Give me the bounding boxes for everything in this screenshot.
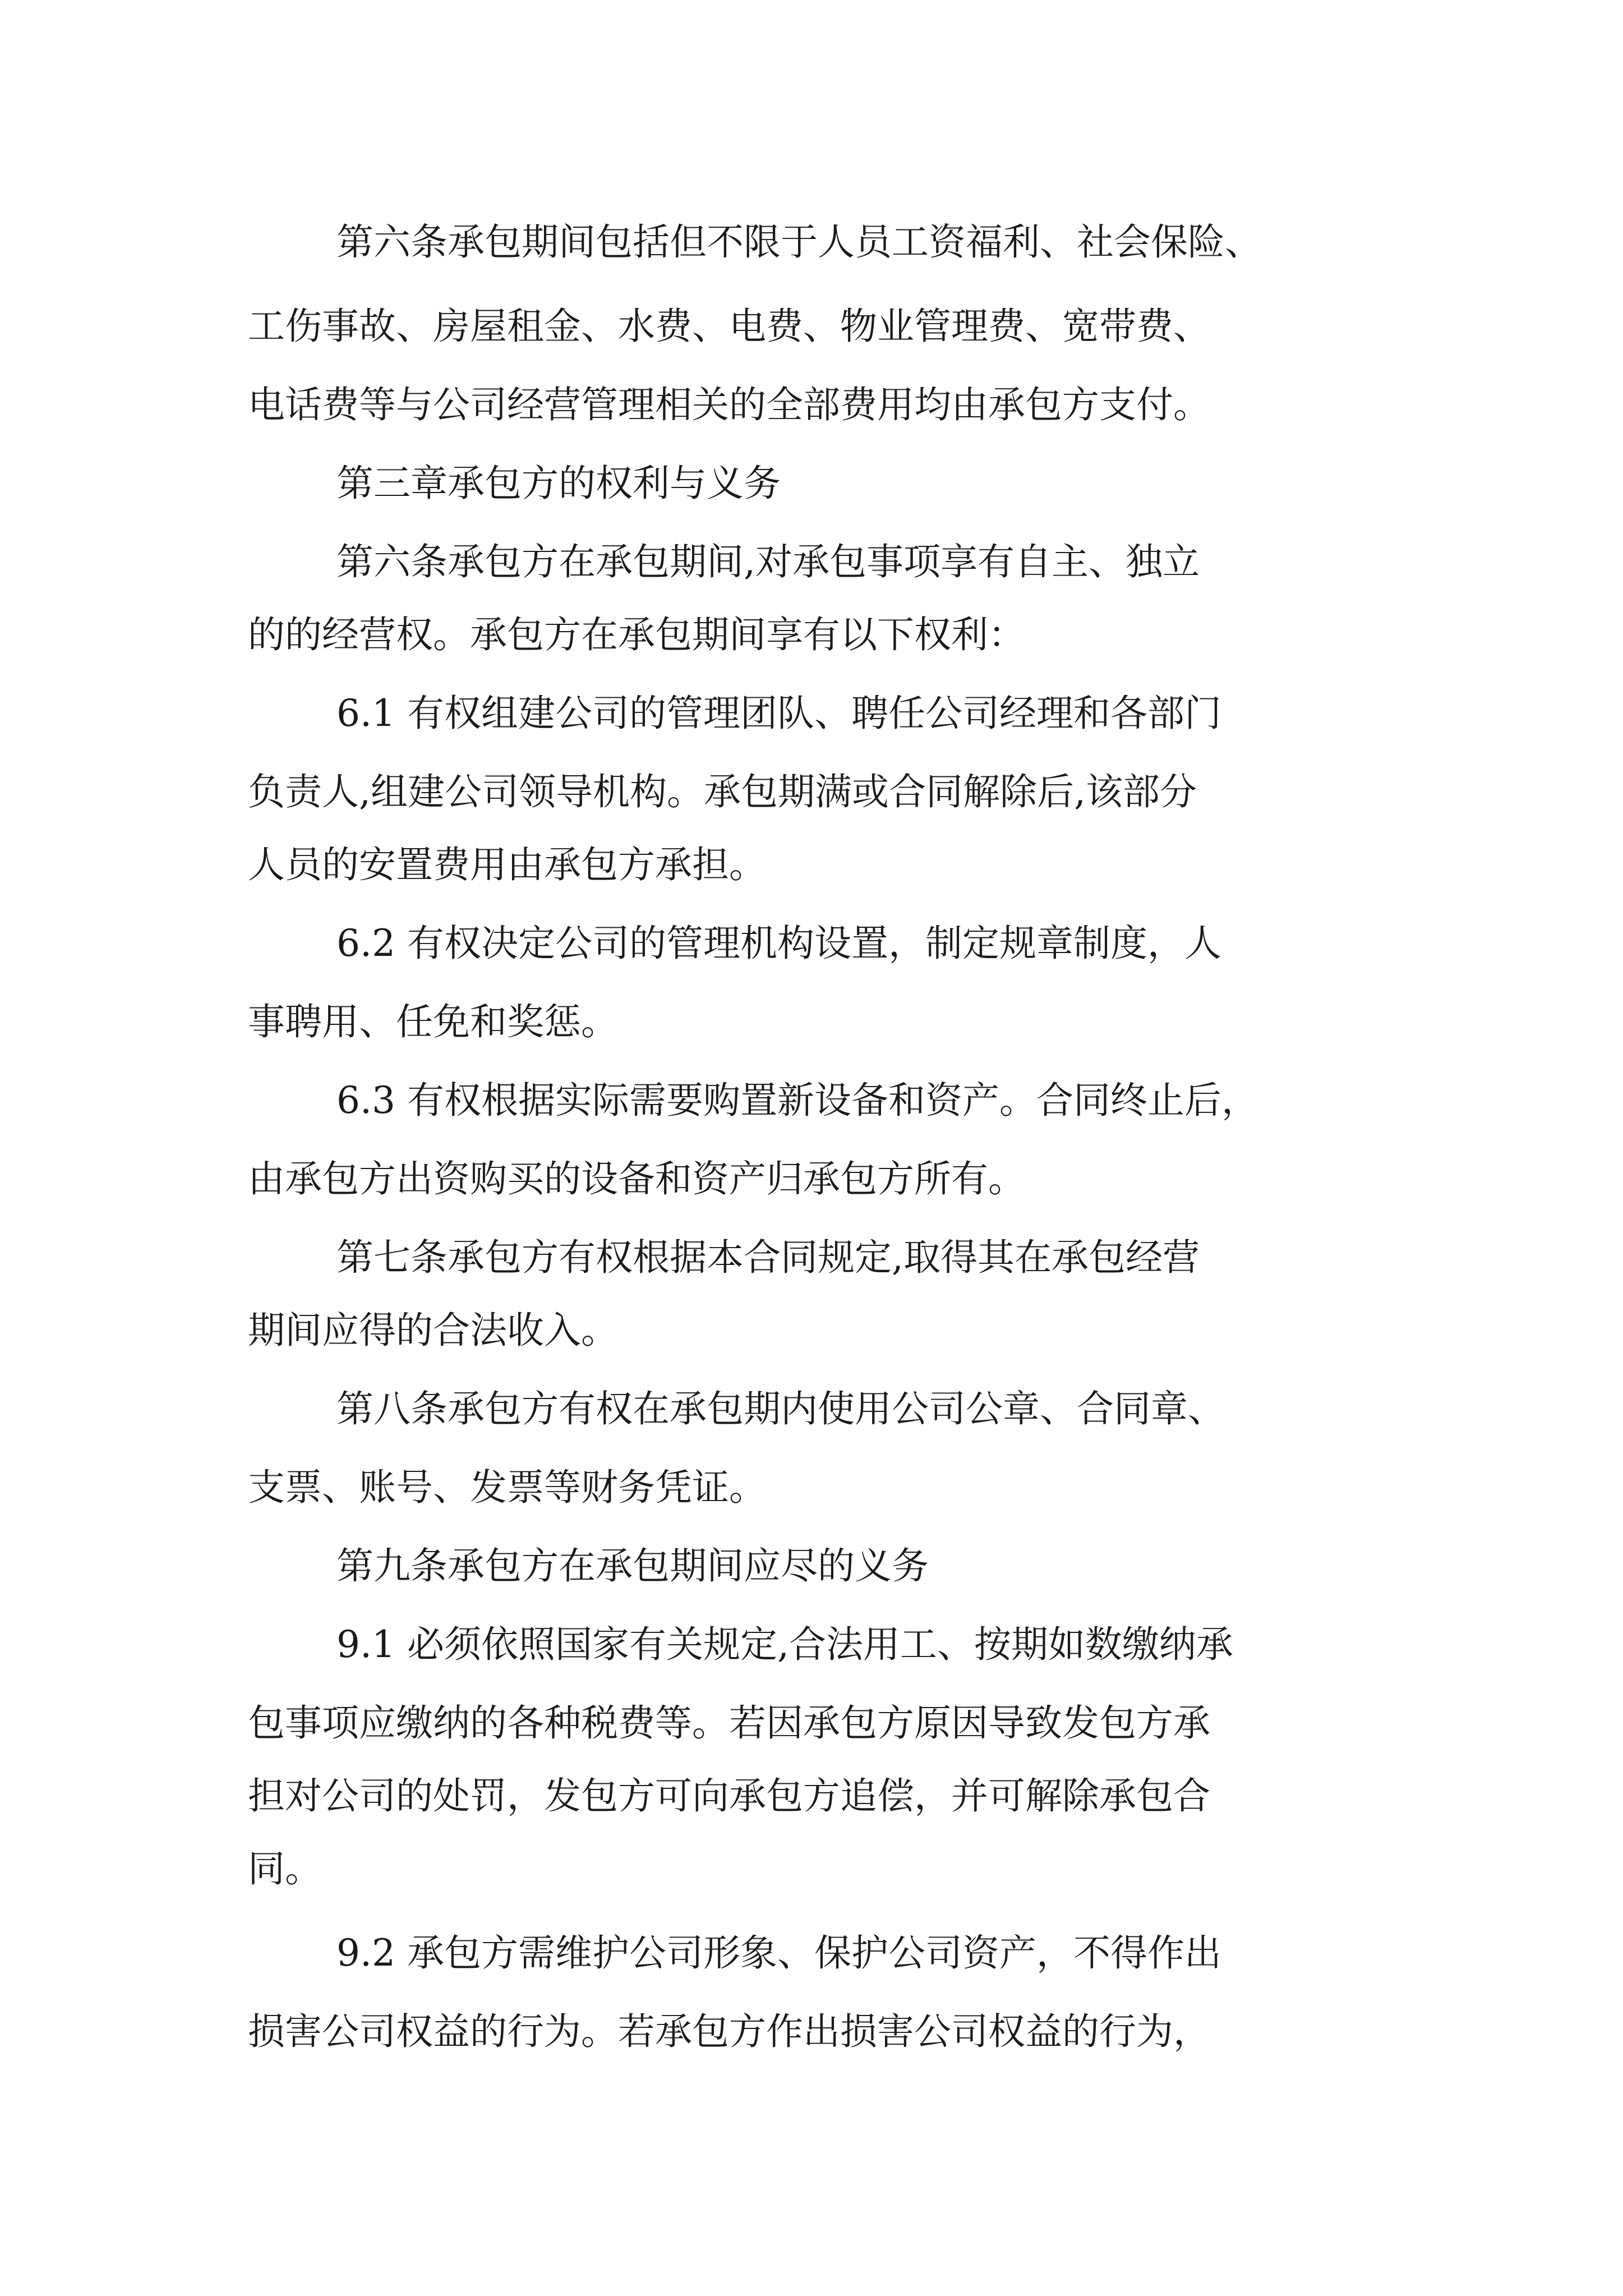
text-line: 第七条承包方有权根据本合同规定,取得其在承包经营 <box>336 1236 1200 1279</box>
text-line: 人员的安置费用由承包方承担。 <box>248 843 766 886</box>
text-line: 担对公司的处罚，发包方可向承包方追偿，并可解除承包合 <box>248 1774 1210 1818</box>
text-line: 由承包方出资购买的设备和资产归承包方所有。 <box>248 1157 1025 1200</box>
text-line: 第八条承包方有权在承包期内使用公司公章、合同章、 <box>336 1387 1225 1430</box>
text-line: 包事项应缴纳的各种税费等。若因承包方原因导致发包方承 <box>248 1701 1210 1745</box>
text-line: 6.2 有权决定公司的管理机构设置，制定规章制度，人 <box>336 922 1221 965</box>
text-line: 电话费等与公司经营管理相关的全部费用均由承包方支付。 <box>248 383 1210 426</box>
text-line: 支票、账号、发票等财务凭证。 <box>248 1466 766 1509</box>
text-line: 第六条承包期间包括但不限于人员工资福利、社会保险、 <box>336 220 1262 264</box>
text-line: 第三章承包方的权利与义务 <box>336 462 781 505</box>
text-line: 9.1 必须依照国家有关规定,合法用工、按期如数缴纳承 <box>336 1623 1233 1666</box>
text-line: 9.2 承包方需维护公司形象、保护公司资产，不得作出 <box>336 1931 1221 1975</box>
text-line: 期间应得的合法收入。 <box>248 1309 618 1352</box>
text-line: 负责人,组建公司领导机构。承包期满或合同解除后,该部分 <box>248 770 1197 813</box>
text-line: 损害公司权益的行为。若承包方作出损害公司权益的行为， <box>248 2010 1210 2053</box>
text-line: 第六条承包方在承包期间,对承包事项享有自主、独立 <box>336 540 1200 583</box>
text-line: 第九条承包方在承包期间应尽的义务 <box>336 1544 929 1588</box>
text-line: 同。 <box>248 1847 322 1890</box>
text-line: 的的经营权。承包方在承包期间享有以下权利： <box>248 613 1025 656</box>
text-line: 6.1 有权组建公司的管理团队、聘任公司经理和各部门 <box>336 692 1221 735</box>
text-line: 工伤事故、房屋租金、水费、电费、物业管理费、宽带费、 <box>248 305 1210 348</box>
text-line: 6.3 有权根据实际需要购置新设备和资产。合同终止后， <box>336 1079 1258 1122</box>
text-line: 事聘用、任免和奖惩。 <box>248 1000 618 1043</box>
